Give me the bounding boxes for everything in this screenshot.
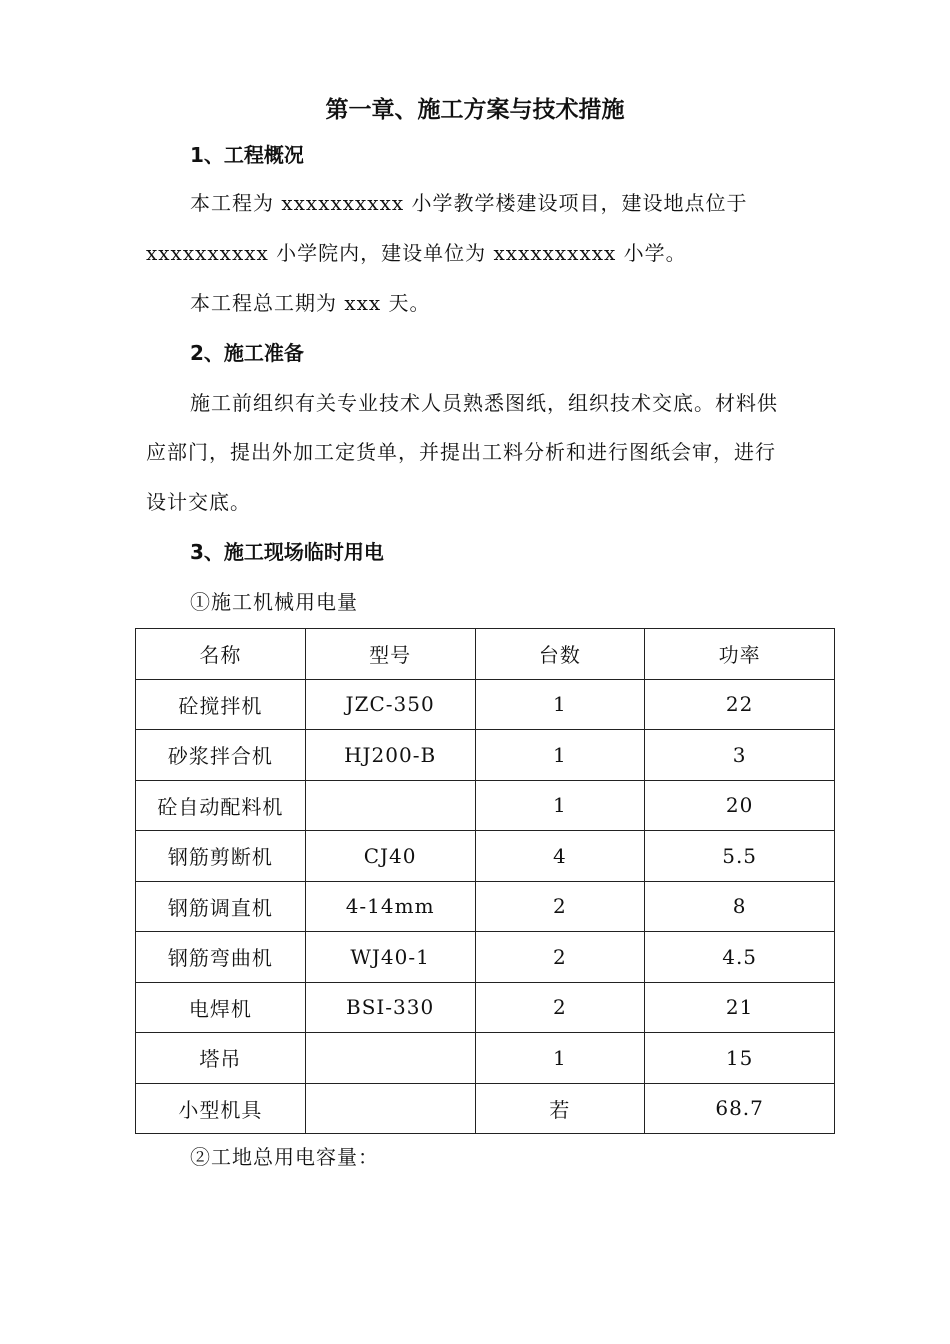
cell-name: 小型机具 [136, 1083, 306, 1134]
cell-power: 3 [645, 730, 835, 781]
cell-count: 2 [475, 982, 645, 1033]
table-row [136, 1083, 835, 1134]
cell-model: 4-14mm [305, 881, 475, 932]
paragraph-line: 应部门，提出外加工定货单，并提出工料分析和进行图纸会审，进行 [146, 440, 776, 464]
paragraph-line: 本工程总工期为 xxx 天。 [190, 291, 431, 315]
subheading-total-capacity: ②工地总用电容量： [190, 1145, 379, 1169]
cell-count: 1 [475, 780, 645, 831]
cell-count: 1 [475, 679, 645, 730]
cell-model: JZC-350 [305, 679, 475, 730]
cell-name: 砂浆拌合机 [136, 730, 306, 781]
table-row [136, 982, 835, 1033]
cell-power: 22 [645, 679, 835, 730]
subheading-machine-power: ①施工机械用电量 [190, 590, 358, 614]
section-heading-overview: 1、工程概况 [190, 143, 304, 167]
table-row [136, 881, 835, 932]
table-row [136, 831, 835, 882]
cell-model: BSI-330 [305, 982, 475, 1033]
table-row [136, 679, 835, 730]
cell-power: 21 [645, 982, 835, 1033]
cell-model: HJ200-B [305, 730, 475, 781]
header-name: 名称 [136, 629, 306, 680]
cell-count: 1 [475, 730, 645, 781]
cell-power: 4.5 [645, 932, 835, 983]
page-title: 第一章、施工方案与技术措施 [325, 97, 625, 123]
equipment-power-table [135, 628, 835, 1134]
cell-name: 塔吊 [136, 1033, 306, 1084]
cell-power: 68.7 [645, 1083, 835, 1134]
table-row [136, 932, 835, 983]
cell-model: WJ40-1 [305, 932, 475, 983]
paragraph-line: 施工前组织有关专业技术人员熟悉图纸，组织技术交底。材料供 [190, 391, 778, 415]
cell-count: 2 [475, 932, 645, 983]
header-count: 台数 [475, 629, 645, 680]
header-power: 功率 [645, 629, 835, 680]
cell-name: 电焊机 [136, 982, 306, 1033]
cell-name: 钢筋剪断机 [136, 831, 306, 882]
cell-name: 钢筋弯曲机 [136, 932, 306, 983]
cell-model [305, 780, 475, 831]
cell-model [305, 1083, 475, 1134]
cell-power: 15 [645, 1033, 835, 1084]
cell-count: 若 [475, 1083, 645, 1134]
cell-power: 8 [645, 881, 835, 932]
cell-count: 1 [475, 1033, 645, 1084]
cell-power: 5.5 [645, 831, 835, 882]
cell-name: 砼自动配料机 [136, 780, 306, 831]
cell-name: 砼搅拌机 [136, 679, 306, 730]
header-model: 型号 [305, 629, 475, 680]
section-heading-preparation: 2、施工准备 [190, 341, 304, 365]
cell-name: 钢筋调直机 [136, 881, 306, 932]
paragraph-line: xxxxxxxxxx 小学院内，建设单位为 xxxxxxxxxx 小学。 [146, 241, 687, 265]
paragraph-line: 本工程为 xxxxxxxxxx 小学教学楼建设项目，建设地点位于 [190, 191, 748, 215]
cell-count: 2 [475, 881, 645, 932]
cell-count: 4 [475, 831, 645, 882]
cell-model [305, 1033, 475, 1084]
table-row [136, 780, 835, 831]
cell-power: 20 [645, 780, 835, 831]
table-row [136, 730, 835, 781]
paragraph-line: 设计交底。 [146, 490, 251, 514]
table-row [136, 1033, 835, 1084]
cell-model: CJ40 [305, 831, 475, 882]
table-header-row [136, 629, 835, 680]
section-heading-power: 3、施工现场临时用电 [190, 540, 384, 564]
